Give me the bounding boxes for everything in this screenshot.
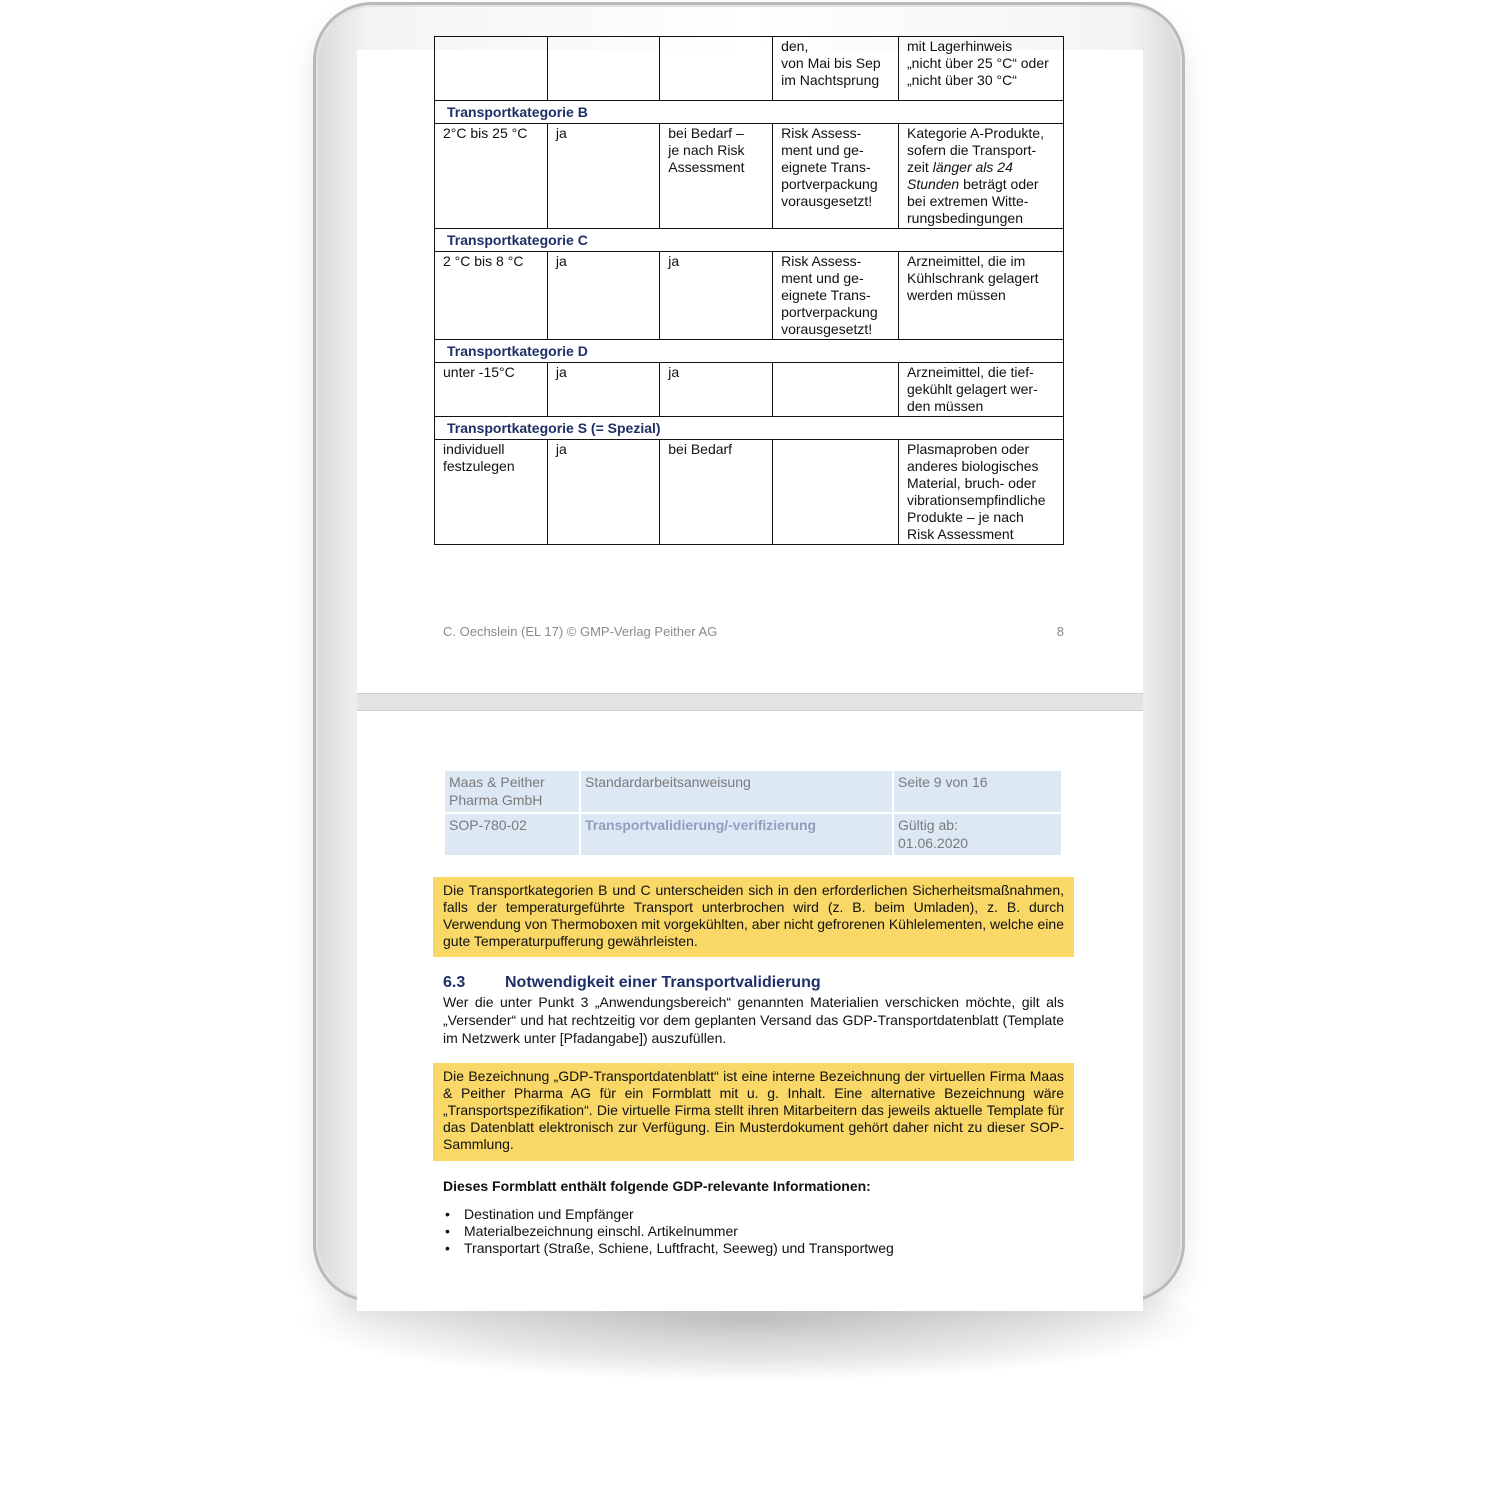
table-cell: Plasmaproben oder anderes biologisches Material, bruch- oder vibrationsempfindliche Produkte – je nach Risk Assessment xyxy=(899,440,1064,545)
table-cell xyxy=(773,440,899,545)
table-cell: individuell festzulegen xyxy=(435,440,548,545)
table-cell: den, von Mai bis Sep im Nachtsprung xyxy=(773,37,899,101)
table-cell: Risk Assess- ment und ge- eignete Trans- portverpackung vorausgesetzt! xyxy=(773,252,899,340)
highlight-note-categories: Die Transportkategorien B und C unterscheiden sich in den erforderlichen Sicherheitsmaßnahmen, falls der temperaturgeführte Transport unterbrochen wird (z. B. beim Umladen), z. B. durch Verwendung von Thermoboxen mit vorgekühlten, aber nicht gefrorenen Kühlelementen, welche eine gute Temperaturpufferung gewährleisten. xyxy=(433,877,1074,957)
category-title: Transportkategorie B xyxy=(435,101,1064,124)
section-paragraph: Wer die unter Punkt 3 „Anwendungsbereich“ genannten Materialien verschicken möchte, gilt als „Versender“ und hat rechtzeitig vor dem geplanten Versand das GDP-Transportdatenblatt (Template im Netzwerk unter [Pfadangabe]) auszufüllen. xyxy=(443,994,1064,1046)
tablet-screen[interactable] xyxy=(357,38,1143,1258)
footer-page-number: 8 xyxy=(1056,624,1064,639)
info-list xyxy=(443,1206,894,1257)
table-cell: unter -15°C xyxy=(435,363,548,417)
transport-category-table xyxy=(434,36,1064,545)
header-sop-id: SOP-780-02 xyxy=(445,814,579,855)
table-cell: ja xyxy=(660,252,773,340)
document-page-9 xyxy=(357,711,1143,1311)
table-row xyxy=(435,440,1064,545)
table-cell: 2 °C bis 8 °C xyxy=(435,252,548,340)
list-item: • Transportart (Straße, Schiene, Luftfracht, Seeweg) und Transportweg xyxy=(443,1240,894,1257)
category-row xyxy=(435,340,1064,363)
header-doc-type: Standardarbeitsanweisung xyxy=(581,771,892,812)
table-cell: bei Bedarf xyxy=(660,440,773,545)
category-title: Transportkategorie D xyxy=(435,340,1064,363)
list-item: • Materialbezeichnung einschl. Artikelnummer xyxy=(443,1223,894,1240)
page-separator xyxy=(357,693,1143,711)
table-cell: ja xyxy=(660,363,773,417)
header-title: Transportvalidierung/-verifizierung xyxy=(581,814,892,855)
sop-header xyxy=(443,769,1063,857)
table-cell: ja xyxy=(547,363,659,417)
table-cell: Arzneimittel, die tief- gekühlt gelagert wer- den müssen xyxy=(899,363,1064,417)
table-row xyxy=(435,252,1064,340)
table-cell: bei Bedarf – je nach Risk Assessment xyxy=(660,124,773,229)
table-row xyxy=(435,37,1064,101)
table-cell xyxy=(660,37,773,101)
table-row xyxy=(435,363,1064,417)
table-cell xyxy=(547,37,659,101)
table-cell: Risk Assess- ment und ge- eignete Trans- portverpackung vorausgesetzt! xyxy=(773,124,899,229)
table-cell: Arzneimittel, die im Kühlschrank gelagert werden müssen xyxy=(899,252,1064,340)
table-cell: 2°C bis 25 °C xyxy=(435,124,548,229)
table-cell xyxy=(435,37,548,101)
category-row xyxy=(435,229,1064,252)
header-valid-from: Gültig ab: 01.06.2020 xyxy=(894,814,1061,855)
document-page-8 xyxy=(357,38,1143,693)
table-row xyxy=(435,124,1064,229)
category-title: Transportkategorie C xyxy=(435,229,1064,252)
category-row xyxy=(435,101,1064,124)
section-number: 6.3 xyxy=(443,974,466,991)
list-item: • Destination und Empfänger xyxy=(443,1206,894,1223)
header-company: Maas & Peither Pharma GmbH xyxy=(445,771,579,812)
table-cell: Kategorie A-Produkte, sofern die Transport- zeit länger als 24 Stunden beträgt oder bei extremen Witte- rungsbedingungen xyxy=(899,124,1064,229)
table-cell: ja xyxy=(547,124,659,229)
table-cell: mit Lagerhinweis „nicht über 25 °C“ oder „nicht über 30 °C“ xyxy=(899,37,1064,101)
table-cell: ja xyxy=(547,252,659,340)
table-cell: ja xyxy=(547,440,659,545)
header-page: Seite 9 von 16 xyxy=(894,771,1061,812)
section-title: Notwendigkeit einer Transportvalidierung xyxy=(505,974,821,991)
info-list-heading: Dieses Formblatt enthält folgende GDP-relevante Informationen: xyxy=(443,1178,871,1194)
section-heading xyxy=(443,974,821,992)
table-cell xyxy=(773,363,899,417)
highlight-note-datasheet: Die Bezeichnung „GDP-Transportdatenblatt“ ist eine interne Bezeichnung der virtuellen Firma Maas & Peither Pharma AG für ein Formblatt mit u. g. Inhalt. Eine alternative Bezeichnung wäre „Transportspezifikation“. Die virtuelle Firma stellt ihren Mitarbeitern das jeweils aktuelle Template für das Datenblatt elektronisch zur Verfügung. Ein Musterdokument gehört daher nicht zu dieser SOP-Sammlung. xyxy=(433,1063,1074,1161)
category-row xyxy=(435,417,1064,440)
page-footer xyxy=(443,624,1064,639)
category-title: Transportkategorie S (= Spezial) xyxy=(435,417,1064,440)
footer-author: C. Oechslein (EL 17) © GMP-Verlag Peither AG xyxy=(443,624,718,639)
